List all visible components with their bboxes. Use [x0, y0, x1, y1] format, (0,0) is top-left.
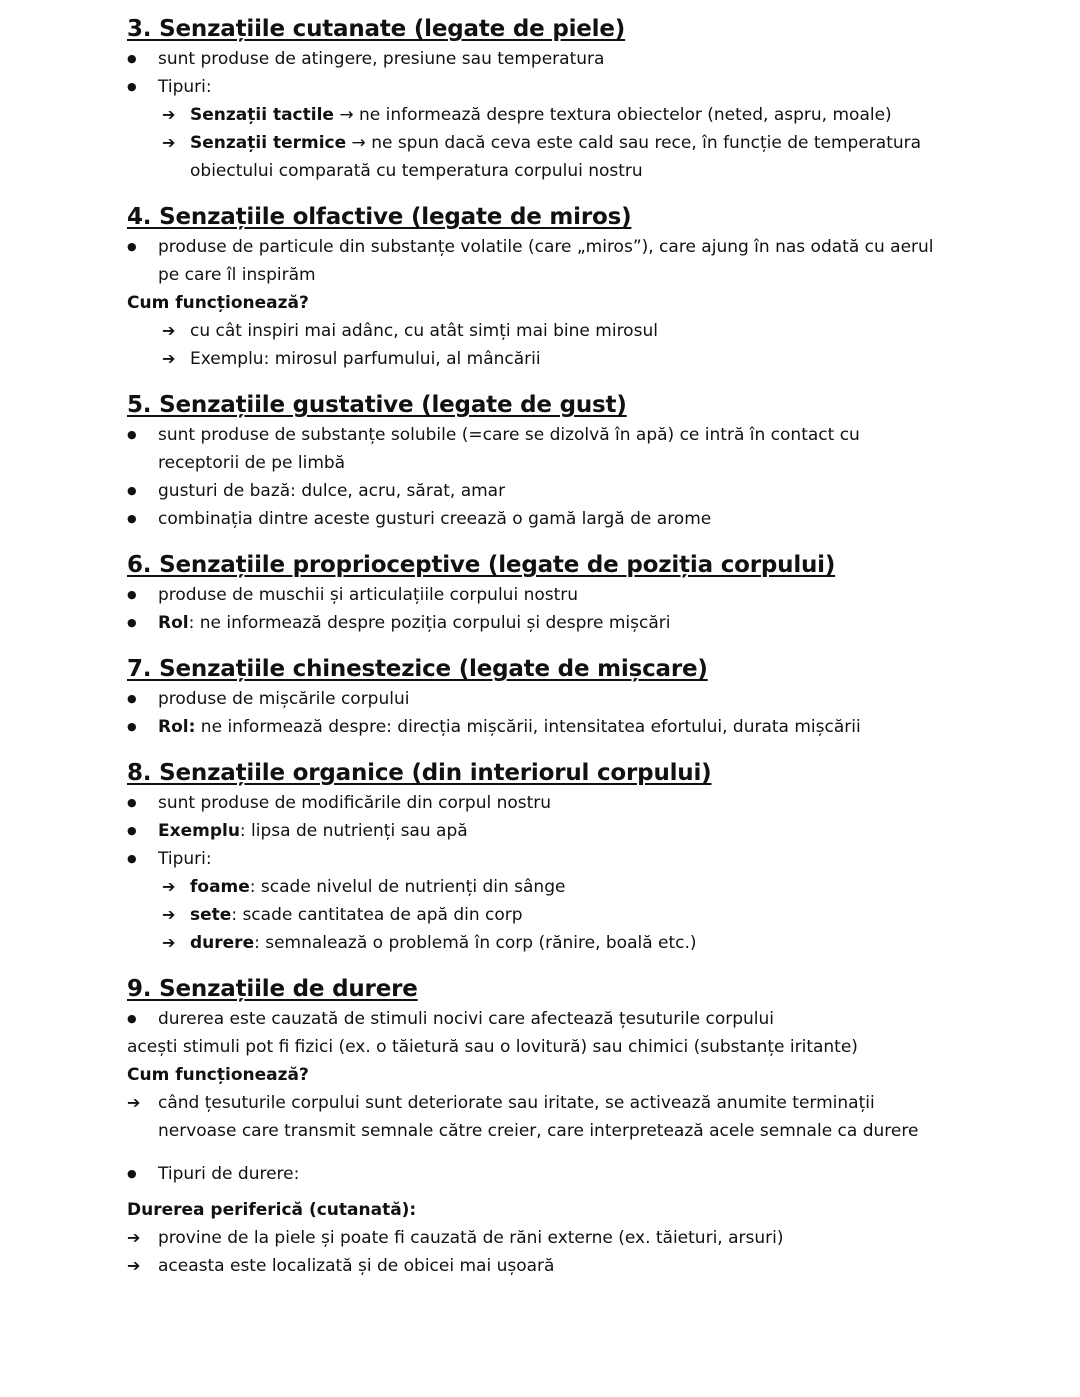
item-text: ne informează despre: direcția mișcării, intensitatea efortului, durata mișcării [195, 717, 861, 737]
arrow-icon: ➔ [127, 1228, 141, 1247]
item-text: → ne informează despre textura obiectelor (neted, aspru, moale) [333, 105, 892, 125]
section-9 [127, 974, 1027, 1280]
subheading: Cum funcționează? [127, 293, 309, 313]
term: Exemplu [158, 821, 240, 841]
section-5 [127, 390, 1027, 533]
bullet-item: ● Tipuri de durere: [127, 1160, 1027, 1188]
item-continuation: nervoase care transmit semnale către creier, care interpretează acele semnale ca durere [158, 1121, 919, 1141]
bullet-item: ● sunt produse de atingere, presiune sau temperatura [127, 45, 1027, 73]
item-text: : lipsa de nutrienți sau apă [239, 821, 468, 841]
term: Senzații tactile [190, 105, 334, 125]
arrow-item [127, 901, 1027, 929]
item-text: → ne spun dacă ceva este cald sau rece, în funcție de temperatura [346, 133, 922, 153]
document-page [127, 14, 1027, 1280]
item-text: când țesuturile corpului sunt deteriorate sau iritate, se activează anumite terminații [158, 1093, 875, 1113]
item-continuation: receptorii de pe limbă [158, 453, 346, 473]
arrow-item [127, 101, 1027, 129]
term: Rol [158, 613, 189, 633]
bullet-item: ● produse de particule din substanțe volatile (care „miros”), care ajung în nas odată cu aerul [127, 233, 1027, 261]
subheading: Durerea periferică (cutanată): [127, 1200, 417, 1220]
section-title: 5. Senzațiile gustative (legate de gust) [127, 392, 627, 418]
item-text: : semnalează o problemă în corp (rănire, boală etc.) [254, 933, 697, 953]
item-text: provine de la piele și poate fi cauzată de răni externe (ex. tăieturi, arsuri) [158, 1228, 784, 1248]
arrow-item [127, 129, 1027, 157]
bullet-item [127, 713, 1027, 741]
arrow-item [127, 929, 1027, 957]
bullet-item: ● Tipuri: [127, 73, 1027, 101]
arrow-item [127, 345, 1027, 373]
section-title: 8. Senzațiile organice (din interiorul corpului) [127, 760, 712, 786]
section-6 [127, 550, 1027, 637]
item-text: : scade cantitatea de apă din corp [231, 905, 523, 925]
bullet-item: ● sunt produse de substanțe solubile (=care se dizolvă în apă) ce intră în contact cu [127, 421, 1027, 449]
section-title: 6. Senzațiile proprioceptive (legate de poziția corpului) [127, 552, 836, 578]
bullet-item: ● produse de mișcările corpului [127, 685, 1027, 713]
arrow-icon: ➔ [162, 321, 176, 340]
bullet-item [127, 609, 1027, 637]
bullet-item: ● Tipuri: [127, 845, 1027, 873]
section-3 [127, 14, 1027, 185]
section-title: 9. Senzațiile de durere [127, 976, 418, 1002]
bullet-item [127, 817, 1027, 845]
section-8 [127, 758, 1027, 957]
arrow-icon: ➔ [127, 1256, 141, 1275]
item-text: cu cât inspiri mai adânc, cu atât simți mai bine mirosul [190, 321, 658, 341]
item-continuation: obiectului comparată cu temperatura corpului nostru [190, 161, 643, 181]
section-4 [127, 202, 1027, 373]
section-title: 4. Senzațiile olfactive (legate de miros) [127, 204, 632, 230]
arrow-icon: ➔ [162, 349, 176, 368]
section-title: 7. Senzațiile chinestezice (legate de mișcare) [127, 656, 708, 682]
term: Rol: [158, 717, 196, 737]
item-text: : ne informează despre poziția corpului și despre mișcări [188, 613, 671, 633]
arrow-icon: ➔ [162, 877, 176, 896]
bullet-item: ● sunt produse de modificările din corpul nostru [127, 789, 1027, 817]
item-text: : scade nivelul de nutrienți din sânge [249, 877, 566, 897]
arrow-item [127, 317, 1027, 345]
paragraph: acești stimuli pot fi fizici (ex. o tăietură sau o lovitură) sau chimici (substanțe iritante) [127, 1037, 858, 1057]
arrow-item [127, 1089, 1027, 1117]
arrow-icon: ➔ [162, 133, 176, 152]
arrow-item [127, 1224, 1027, 1252]
bullet-item: ● combinația dintre aceste gusturi creează o gamă largă de arome [127, 505, 1027, 533]
term: durere [190, 933, 255, 953]
item-continuation: pe care îl inspirăm [158, 265, 316, 285]
term: foame [190, 877, 250, 897]
bullet-item: ● gusturi de bază: dulce, acru, sărat, amar [127, 477, 1027, 505]
arrow-icon: ➔ [127, 1093, 141, 1112]
section-7 [127, 654, 1027, 741]
item-text: aceasta este localizată și de obicei mai ușoară [158, 1256, 555, 1276]
section-title: 3. Senzațiile cutanate (legate de piele) [127, 16, 626, 42]
item-text: Exemplu: mirosul parfumului, al mâncării [190, 349, 541, 369]
arrow-icon: ➔ [162, 933, 176, 952]
term: sete [190, 905, 232, 925]
bullet-item: ● produse de muschii și articulațiile corpului nostru [127, 581, 1027, 609]
arrow-icon: ➔ [162, 105, 176, 124]
term: Senzații termice [190, 133, 347, 153]
arrow-icon: ➔ [162, 905, 176, 924]
arrow-item [127, 1252, 1027, 1280]
bullet-item: ● durerea este cauzată de stimuli nocivi care afectează țesuturile corpului [127, 1005, 1027, 1033]
subheading: Cum funcționează? [127, 1065, 309, 1085]
arrow-item [127, 873, 1027, 901]
